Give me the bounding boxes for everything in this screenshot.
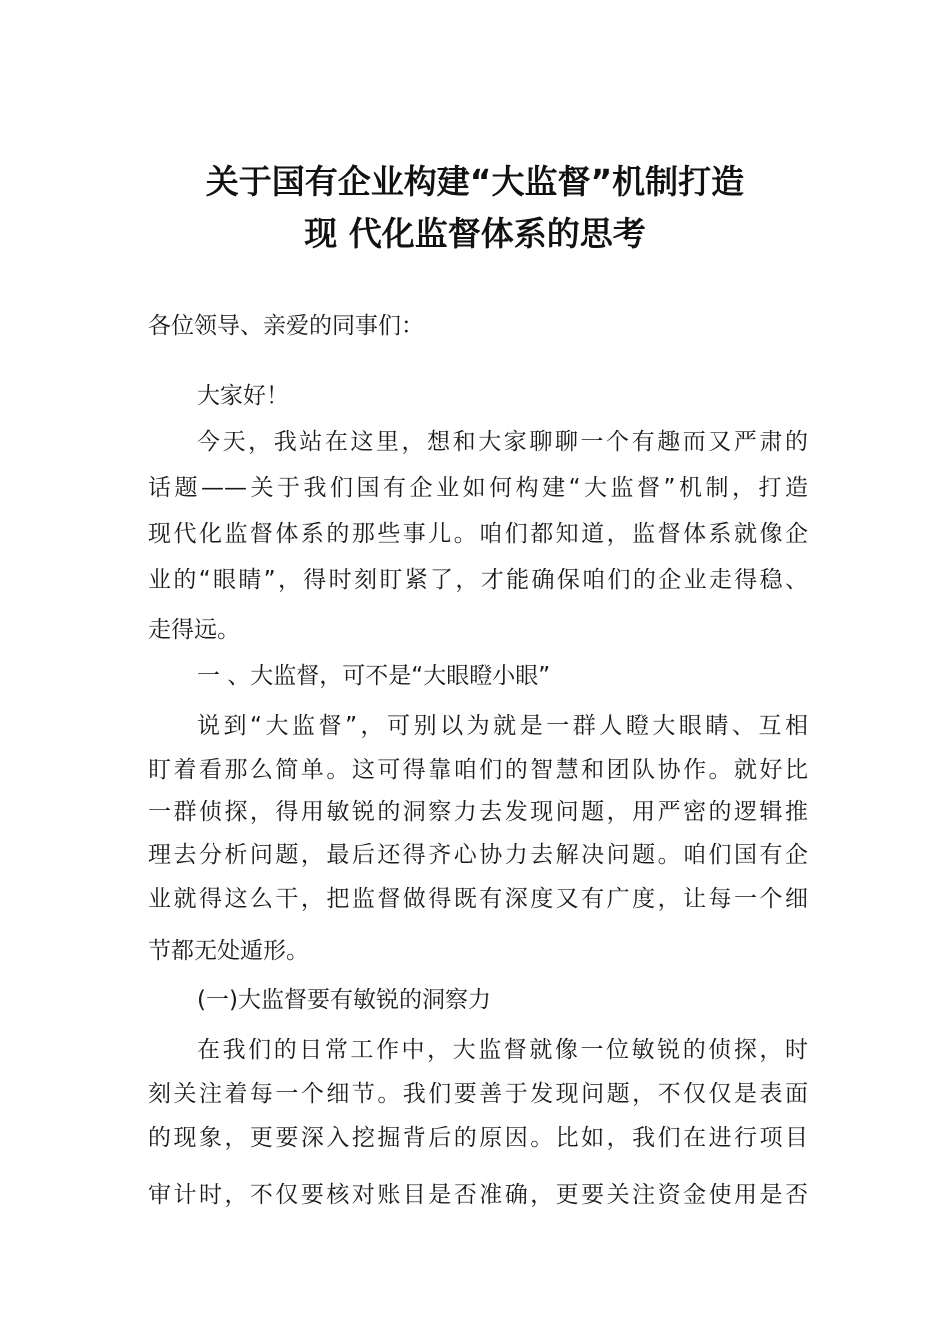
greeting: 大家好！ <box>197 383 289 409</box>
section-1-line-1: 说到“大监督”，可别以为就是一群人瞪大眼睛、互相 <box>197 713 808 739</box>
intro-line-5: 走得远。 <box>148 617 240 643</box>
intro-line-2: 话题——关于我们国有企业如何构建“大监督”机制，打造 <box>148 475 808 501</box>
section-1-line-6: 节都无处遁形。 <box>148 938 309 964</box>
salutation: 各位领导、亲爱的同事们： <box>148 313 424 339</box>
subsection-1-line-1: 在我们的日常工作中，大监督就像一位敏锐的侦探，时 <box>197 1037 808 1063</box>
intro-line-3: 现代化监督体系的那些事儿。咱们都知道，监督体系就像企 <box>148 521 808 547</box>
section-1-heading: 一 、大监督，可不是“大眼瞪小眼” <box>197 663 551 689</box>
section-1-line-4: 理去分析问题，最后还得齐心协力去解决问题。咱们国有企 <box>148 842 808 868</box>
section-1-line-5: 业就得这么干，把监督做得既有深度又有广度，让每一个细 <box>148 886 808 912</box>
subsection-1-heading: (一)大监督要有敏锐的洞察力 <box>197 987 491 1013</box>
intro-line-1: 今天，我站在这里，想和大家聊聊一个有趣而又严肃的 <box>197 429 808 455</box>
section-1-line-2: 盯着看那么简单。这可得靠咱们的智慧和团队协作。就好比 <box>148 757 808 783</box>
intro-line-4: 业的“眼睛”，得时刻盯紧了，才能确保咱们的企业走得稳、 <box>148 567 808 593</box>
section-1-line-3: 一群侦探，得用敏锐的洞察力去发现问题，用严密的逻辑推 <box>148 799 808 825</box>
subsection-1-line-2: 刻关注着每一个细节。我们要善于发现问题，不仅仅是表面 <box>148 1081 808 1107</box>
subsection-1-line-4: 审计时，不仅要核对账目是否准确，更要关注资金使用是否 <box>148 1182 808 1208</box>
subsection-1-line-3: 的现象，更要深入挖掘背后的原因。比如，我们在进行项目 <box>148 1125 808 1151</box>
document-title-line-2: 现 代化监督体系的思考 <box>304 214 646 253</box>
document-title-line-1: 关于国有企业构建“大监督”机制打造 <box>205 162 745 201</box>
